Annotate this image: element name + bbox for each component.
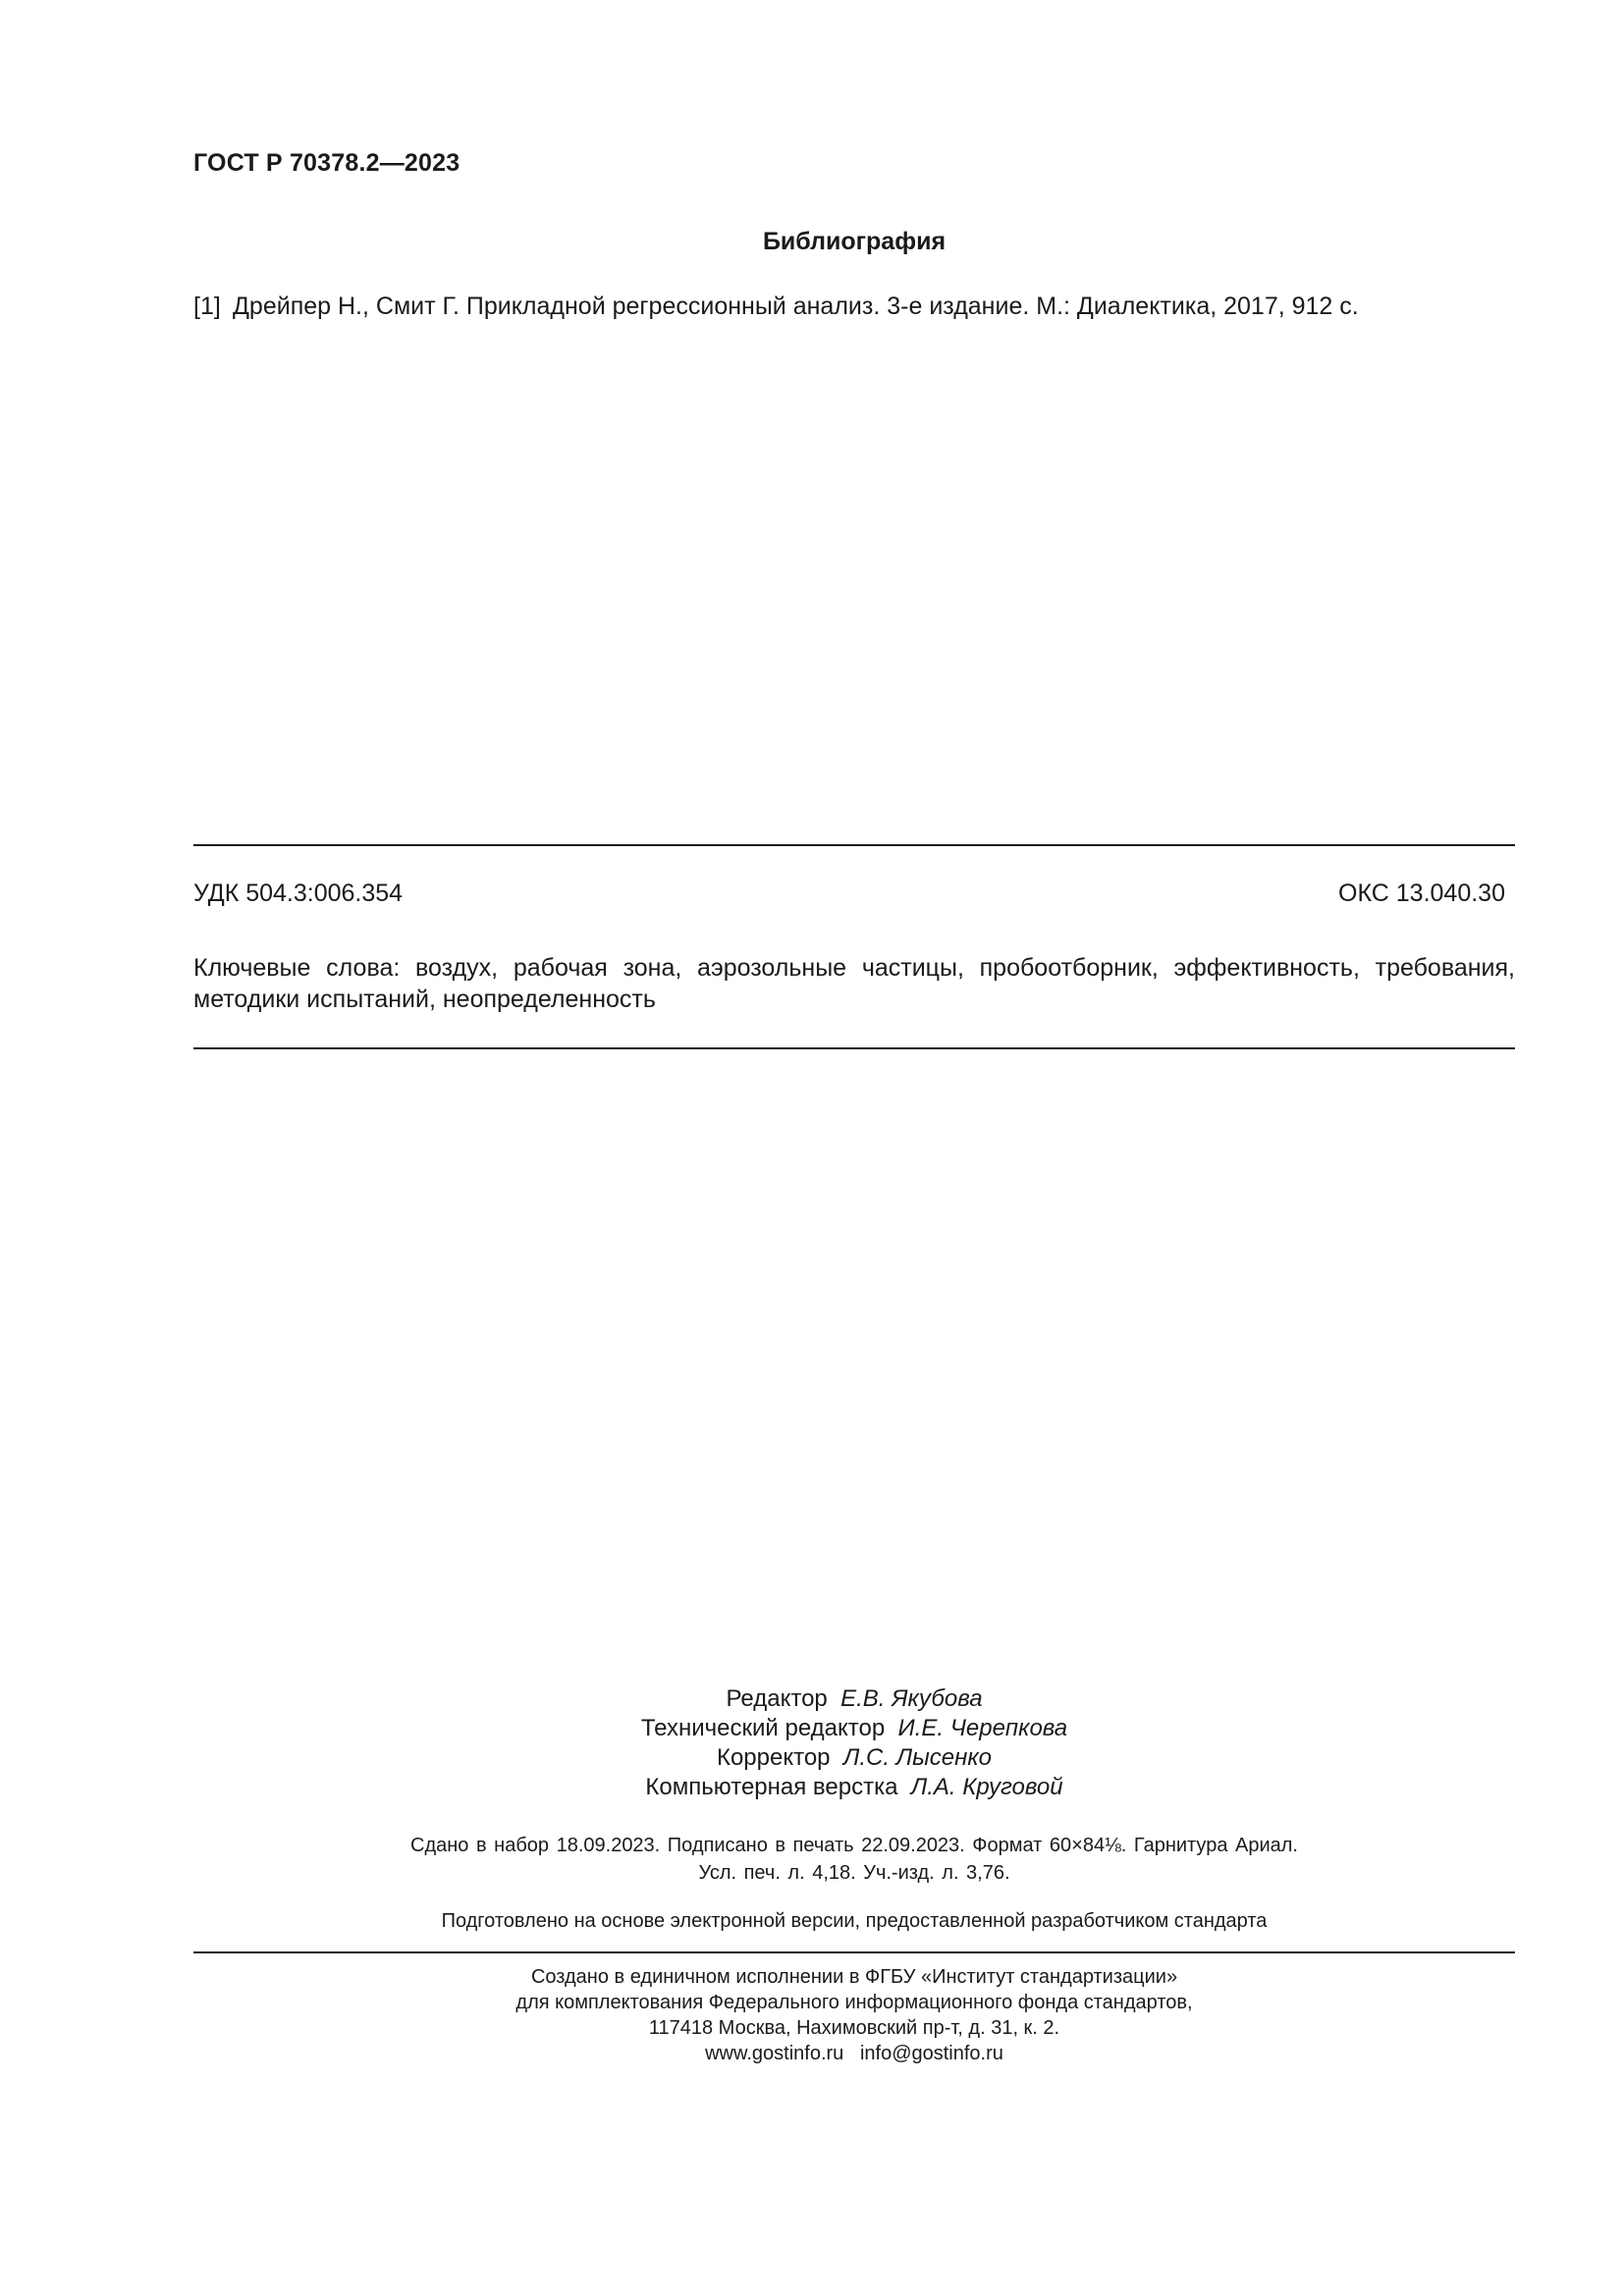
credit-role: Технический редактор [640,1715,886,1741]
website-link[interactable]: www.gostinfo.ru [705,2043,844,2064]
credits-block [193,1684,1515,1802]
bibliography-title: Библиография [762,228,947,255]
footer-contacts [193,2041,1515,2066]
bibliography-entry [193,293,1359,321]
credit-name: Е.В. Якубова [840,1685,983,1712]
divider-top [193,844,1515,846]
footer-line-3: 117418 Москва, Нахимовский пр-т, д. 31, к. 2. [648,2017,1060,2039]
credit-name: Л.С. Лысенко [842,1744,993,1771]
publisher-footer [193,1964,1515,2066]
footer-line-1: Создано в единичном исполнении в ФГБУ «Институт стандартизации» [530,1966,1178,1988]
credit-name: И.Е. Черепкова [897,1715,1068,1741]
bibliography-entry-number: [1] [193,293,221,320]
oks-code: ОКС 13.040.30 [1338,880,1505,907]
credit-role: Редактор [726,1685,828,1712]
divider-bottom [193,1951,1515,1953]
bibliography-entry-text: Дрейпер Н., Смит Г. Прикладной регрессионный анализ. 3-е издание. М.: Диалектика, 2017, 912 с. [233,293,1359,320]
credit-proofreader [193,1743,1515,1773]
credit-role: Корректор [716,1744,831,1771]
document-code: ГОСТ Р 70378.2—2023 [193,149,460,177]
credit-role: Компьютерная верстка [645,1774,898,1800]
print-info-line-2: Усл. печ. л. 4,18. Уч.-изд. л. 3,76. [698,1862,1010,1884]
print-info [193,1832,1515,1887]
prepared-note: Подготовлено на основе электронной версии, предоставленной разработчиком стандарта [441,1910,1268,1932]
divider-middle [193,1047,1515,1049]
credit-layout [193,1773,1515,1802]
udk-code: УДК 504.3:006.354 [193,880,404,907]
keywords: Ключевые слова: воздух, рабочая зона, аэрозольные частицы, пробоотборник, эффективность, требования, методики испытаний, неопределенность [193,954,1515,1013]
credit-technical-editor [193,1714,1515,1743]
credit-editor [193,1684,1515,1714]
credit-name: Л.А. Круговой [910,1774,1063,1800]
email-link[interactable]: info@gostinfo.ru [859,2043,1003,2064]
print-info-line-1: Сдано в набор 18.09.2023. Подписано в печать 22.09.2023. Формат 60×84⅛. Гарнитура Ариал. [410,1835,1298,1856]
footer-line-2: для комплектования Федерального информационного фонда стандартов, [515,1992,1193,2013]
